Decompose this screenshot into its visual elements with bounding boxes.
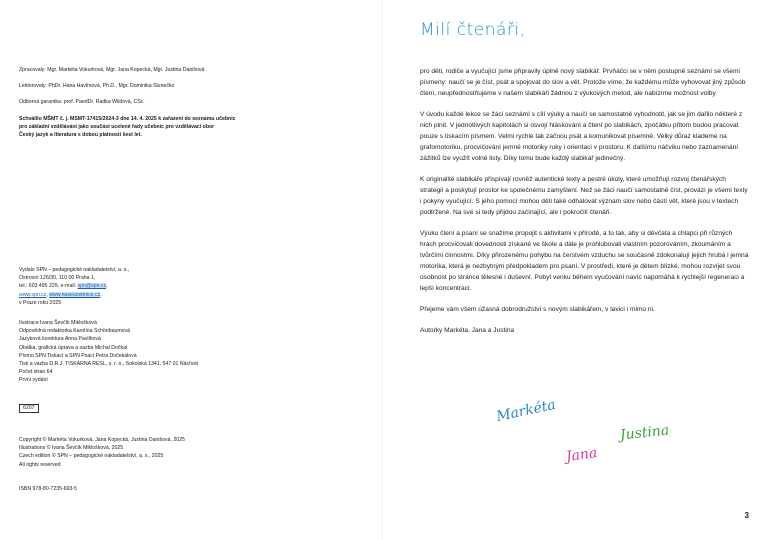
credit-authors: Zpracovaly: Mgr. Markéta Vokurková, Mgr. Jana Kopecká, Mgr. Justina Danišová <box>19 67 205 73</box>
staff-line: Obálka, grafická úprava a sazba Michal Dočkal <box>19 344 128 351</box>
staff-block <box>19 319 339 385</box>
staff-line: Písmo SPN Tiskací a SPN Psací Petra Dočekalová <box>19 352 137 359</box>
copyright-line: All rights reserved <box>19 461 61 468</box>
authors-signoff: Autorky Markéta, Jana a Justina <box>420 327 515 334</box>
staff-line: První vydání <box>19 377 48 384</box>
staff-line: Ilustrace Ivana Ševčík Miklošková <box>19 320 97 326</box>
signature-jana: Jana <box>565 444 599 466</box>
signature-marketa: Markéta <box>494 396 558 426</box>
web-link-naseucebnice[interactable]: www.naseucebnice.cz <box>49 291 101 298</box>
web-link-spn[interactable]: www.spn.cz <box>19 291 47 298</box>
approval-line-1: Schválilo MŠMT č. j. MSMT-17415/2024-3 dne 14. 4. 2025 k zařazení do seznamu učebnic <box>19 116 236 122</box>
page-number: 3 <box>744 511 749 520</box>
staff-line: Jazyková korektura Anna Pavlíková <box>19 336 101 343</box>
paragraph-2: V úvodu každé lekce se žáci seznámí s cílí výuky a naučí se samostatně vyhodnotit, jak se jim dařilo některé z nich plnit. V jednotlivých kapitolách si osvojí hláskování a čtení po slabikách, zpočátku přitom budou pracovat pouze s tiskacím písmem. Velmi rychle tak začnou psát a komunikovat písemně. Velký důraz klademe na grafomotoriku, procvičování jemné motoriky ruky i orientaci v prostoru. K dalšímu náčviku nebo zaznamenání zážitků lze využít volné listy. Díky tomu bude každý slabikář jedinečný. <box>420 111 743 162</box>
product-code-box: 6207 <box>19 404 39 413</box>
approval-block <box>19 115 339 140</box>
publisher-line-3: tel.: 603 495 229, e-mail: spn@spn.cz, <box>19 283 108 290</box>
copyright-line: Czech edition © SPN – pedagogické nakladatelství, a. s., 2025 <box>19 453 164 460</box>
signature-justina: Justina <box>619 422 670 444</box>
email-link[interactable]: spn@spn.cz <box>77 283 107 290</box>
publisher-line-5: v Praze roku 2025 <box>19 299 62 306</box>
publisher-line-1: Vydalo SPN – pedagogické nakladatelství, a. s., <box>19 267 130 273</box>
phone-label: tel.: 603 495 229, e-mail: <box>19 283 78 290</box>
copyright-line: Copyright © Markéta Vokurková, Jana Kopecká, Justina Danišová, 2025 <box>19 437 185 443</box>
staff-line: Odpovědná redaktorka Karolína Schönbaumová <box>19 328 131 335</box>
paragraph-4: Výuku čtení a psaní se snažíme propojit s aktivitami v přírodě, a to tak, aby si děvčata a chlapci při různých hrách procvičovali dovednosti získané ve škole a dále je prohlubovali vlastním pozorováním, zkoumáním a tvůrčími činnostmi. Díky přirozenému pohybu na čerstvém vzduchu se současně zdokonalují jejich hrubá i jemná motorika, která je nezbytným předpokladem pro psaní. V prostředí, které je dětem blízké, mohou rozvíjet svou osobnost po stránce tělesné i duševní. Pobyt venku během vyučování navíc napomáhá k rychlejší regeneraci a lepší koncentraci. <box>420 230 749 292</box>
copyright-block <box>19 436 339 469</box>
publisher-line-4: www.spn.cz, www.naseucebnice.cz, <box>19 291 102 298</box>
approval-line-2: pro základní vzdělávání jako součást ucelené řady učebnic pro vzdělávací obor <box>19 124 215 131</box>
publisher-block <box>19 266 339 307</box>
right-page <box>383 0 766 540</box>
paragraph-5: Přejeme vám všem úžasná dobrodružství s novým slabikářem, v lavici i mimo ni. <box>420 306 655 313</box>
publisher-line-2: Ostrovní 126/30, 110 00 Praha 1, <box>19 275 96 282</box>
credit-reviewers: Lektorovaly: PhDr. Hana Havlínová, Ph.D., Mgr. Dominika Slunečko <box>19 83 175 90</box>
page-title: Milí čtenáři, <box>420 20 526 40</box>
copyright-line: Illustrations © Ivana Ševčík Miklošková, 2025 <box>19 445 124 452</box>
isbn: ISBN 978-80-7235-693-5 <box>19 486 77 492</box>
staff-line: Počet stran 64 <box>19 369 53 376</box>
approval-line-3: Český jazyk a literatura s dobou platnosti šest let. <box>19 132 142 139</box>
paragraph-1: pro děti, rodiče a vyučující jsme připravily úplně nový slabikář. Prvňáčci se v něm postupně seznámí se všemi písmeny: naučí se je číst, psát a spojovat do slov a vět. Protože víme, že každému může vyhovovat jiný způsob čtení, neupřednostňujeme v našem slabikáři žádnou z výukových metod, ale nabízíme možnost volby. <box>420 68 746 97</box>
staff-line: Tisk a vazba D.R.J. TISKÁRNA RESL, s. r. o., Sokolská 1341, 547 01 Náchod <box>19 361 198 368</box>
intro-letter <box>420 66 750 346</box>
credit-guarantor: Odborná garantka: prof. PaedDr. Radka Wildová, CSc. <box>19 99 145 106</box>
credits-block <box>19 66 339 107</box>
paragraph-3: K originalitě slabikáře přispívají rovněž autentické texty a pestré úkoly, které umožňují rozvoj čtenářských strategií a poskytují prostor ke společnému zamyšlení. Než se žáci naučí samostatně číst, provází je všemi texty i pokyny vyučující. S jeho pomocí mohou děti také odhalovat význam slov nebo částí vět, které jsou v textech podtržené. Na své si tedy přijdou začínající, ale i pokročilí čtenáři. <box>420 176 748 216</box>
